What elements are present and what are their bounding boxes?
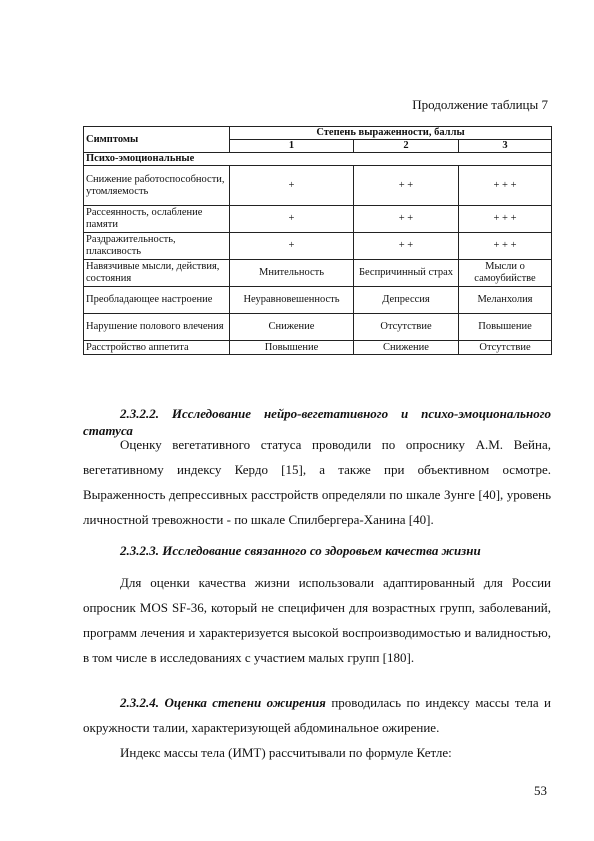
section-heading-2323: 2.3.2.3. Исследование связанного со здоровьем качества жизни <box>120 543 481 558</box>
header-grade-1: 1 <box>230 140 354 153</box>
header-grade-2: 2 <box>354 140 459 153</box>
table-continuation-label: Продолжение таблицы 7 <box>412 97 548 112</box>
value-cell: Депрессия <box>354 287 459 314</box>
value-cell: Неуравновешенность <box>230 287 354 314</box>
paragraph-text: проводилась по индексу массы тела и окружности талии, характеризующей абдоминальное ожирение. <box>83 695 552 735</box>
table-row <box>84 314 552 341</box>
section-heading-2324: 2.3.2.4. Оценка степени ожирения <box>120 695 326 710</box>
value-cell: Отсутствие <box>459 341 552 355</box>
symptom-cell: Навязчивые мысли, действия, состояния <box>84 260 230 287</box>
symptom-cell: Снижение работоспособности, утомляемость <box>84 166 230 206</box>
symptom-cell: Преобладающее настроение <box>84 287 230 314</box>
table-row <box>84 341 552 355</box>
page-number: 53 <box>534 783 547 798</box>
value-cell: + + <box>354 206 459 233</box>
paragraph-2324-formula <box>83 740 551 765</box>
value-cell: Повышение <box>230 341 354 355</box>
value-cell: + <box>230 233 354 260</box>
paragraph-2323 <box>83 570 551 670</box>
table-row <box>84 166 552 206</box>
symptom-cell: Рассеянность, ослабление памяти <box>84 206 230 233</box>
paragraph-text: Индекс массы тела (ИМТ) рассчитывали по формуле Кетле: <box>120 745 452 760</box>
value-cell: + <box>230 166 354 206</box>
paragraph-2324 <box>83 690 551 740</box>
value-cell: + + + <box>459 206 552 233</box>
table-row <box>84 206 552 233</box>
symptom-cell: Расстройство аппетита <box>84 341 230 355</box>
header-symptoms: Симптомы <box>84 127 230 153</box>
value-cell: Беспричинный страх <box>354 260 459 287</box>
value-cell: + + + <box>459 166 552 206</box>
section-heading-2322: 2.3.2.2. Исследование нейро-вегетативного и психо-эмоционального статуса <box>83 406 551 438</box>
symptoms-table <box>83 126 552 355</box>
value-cell: Мысли о самоубийстве <box>459 260 552 287</box>
value-cell: + + <box>354 166 459 206</box>
symptom-cell: Нарушение полового влечения <box>84 314 230 341</box>
section-row: Психо-эмоциональные <box>84 153 552 166</box>
symptom-cell: Раздражительность, плаксивость <box>84 233 230 260</box>
value-cell: Отсутствие <box>354 314 459 341</box>
value-cell: + + + <box>459 233 552 260</box>
value-cell: + <box>230 206 354 233</box>
table-row <box>84 233 552 260</box>
header-severity: Степень выраженности, баллы <box>230 127 552 140</box>
table-row <box>84 260 552 287</box>
value-cell: Снижение <box>230 314 354 341</box>
value-cell: + + <box>354 233 459 260</box>
paragraph-text: Оценку вегетативного статуса проводили по опроснику А.М. Вейна, вегетативному индексу Кердо [15], а также при объективном осмотре. Выраженность депрессивных расстройств определяли по шкале Зунге [40], уровень личностной тревожности - по шкале Спилбергера-Ханина [40]. <box>83 437 551 527</box>
value-cell: Повышение <box>459 314 552 341</box>
paragraph-text: Для оценки качества жизни использовали адаптированный для России опросник MOS SF-36, который не специфичен для возрастных групп, заболеваний, программ лечения и характеризуется высокой воспроизводимостью и валидностью, в том числе в исследованиях с участием малых групп [180]. <box>83 575 551 665</box>
header-grade-3: 3 <box>459 140 552 153</box>
value-cell: Меланхолия <box>459 287 552 314</box>
value-cell: Снижение <box>354 341 459 355</box>
paragraph-2322 <box>83 432 551 532</box>
table-row <box>84 287 552 314</box>
value-cell: Мнительность <box>230 260 354 287</box>
